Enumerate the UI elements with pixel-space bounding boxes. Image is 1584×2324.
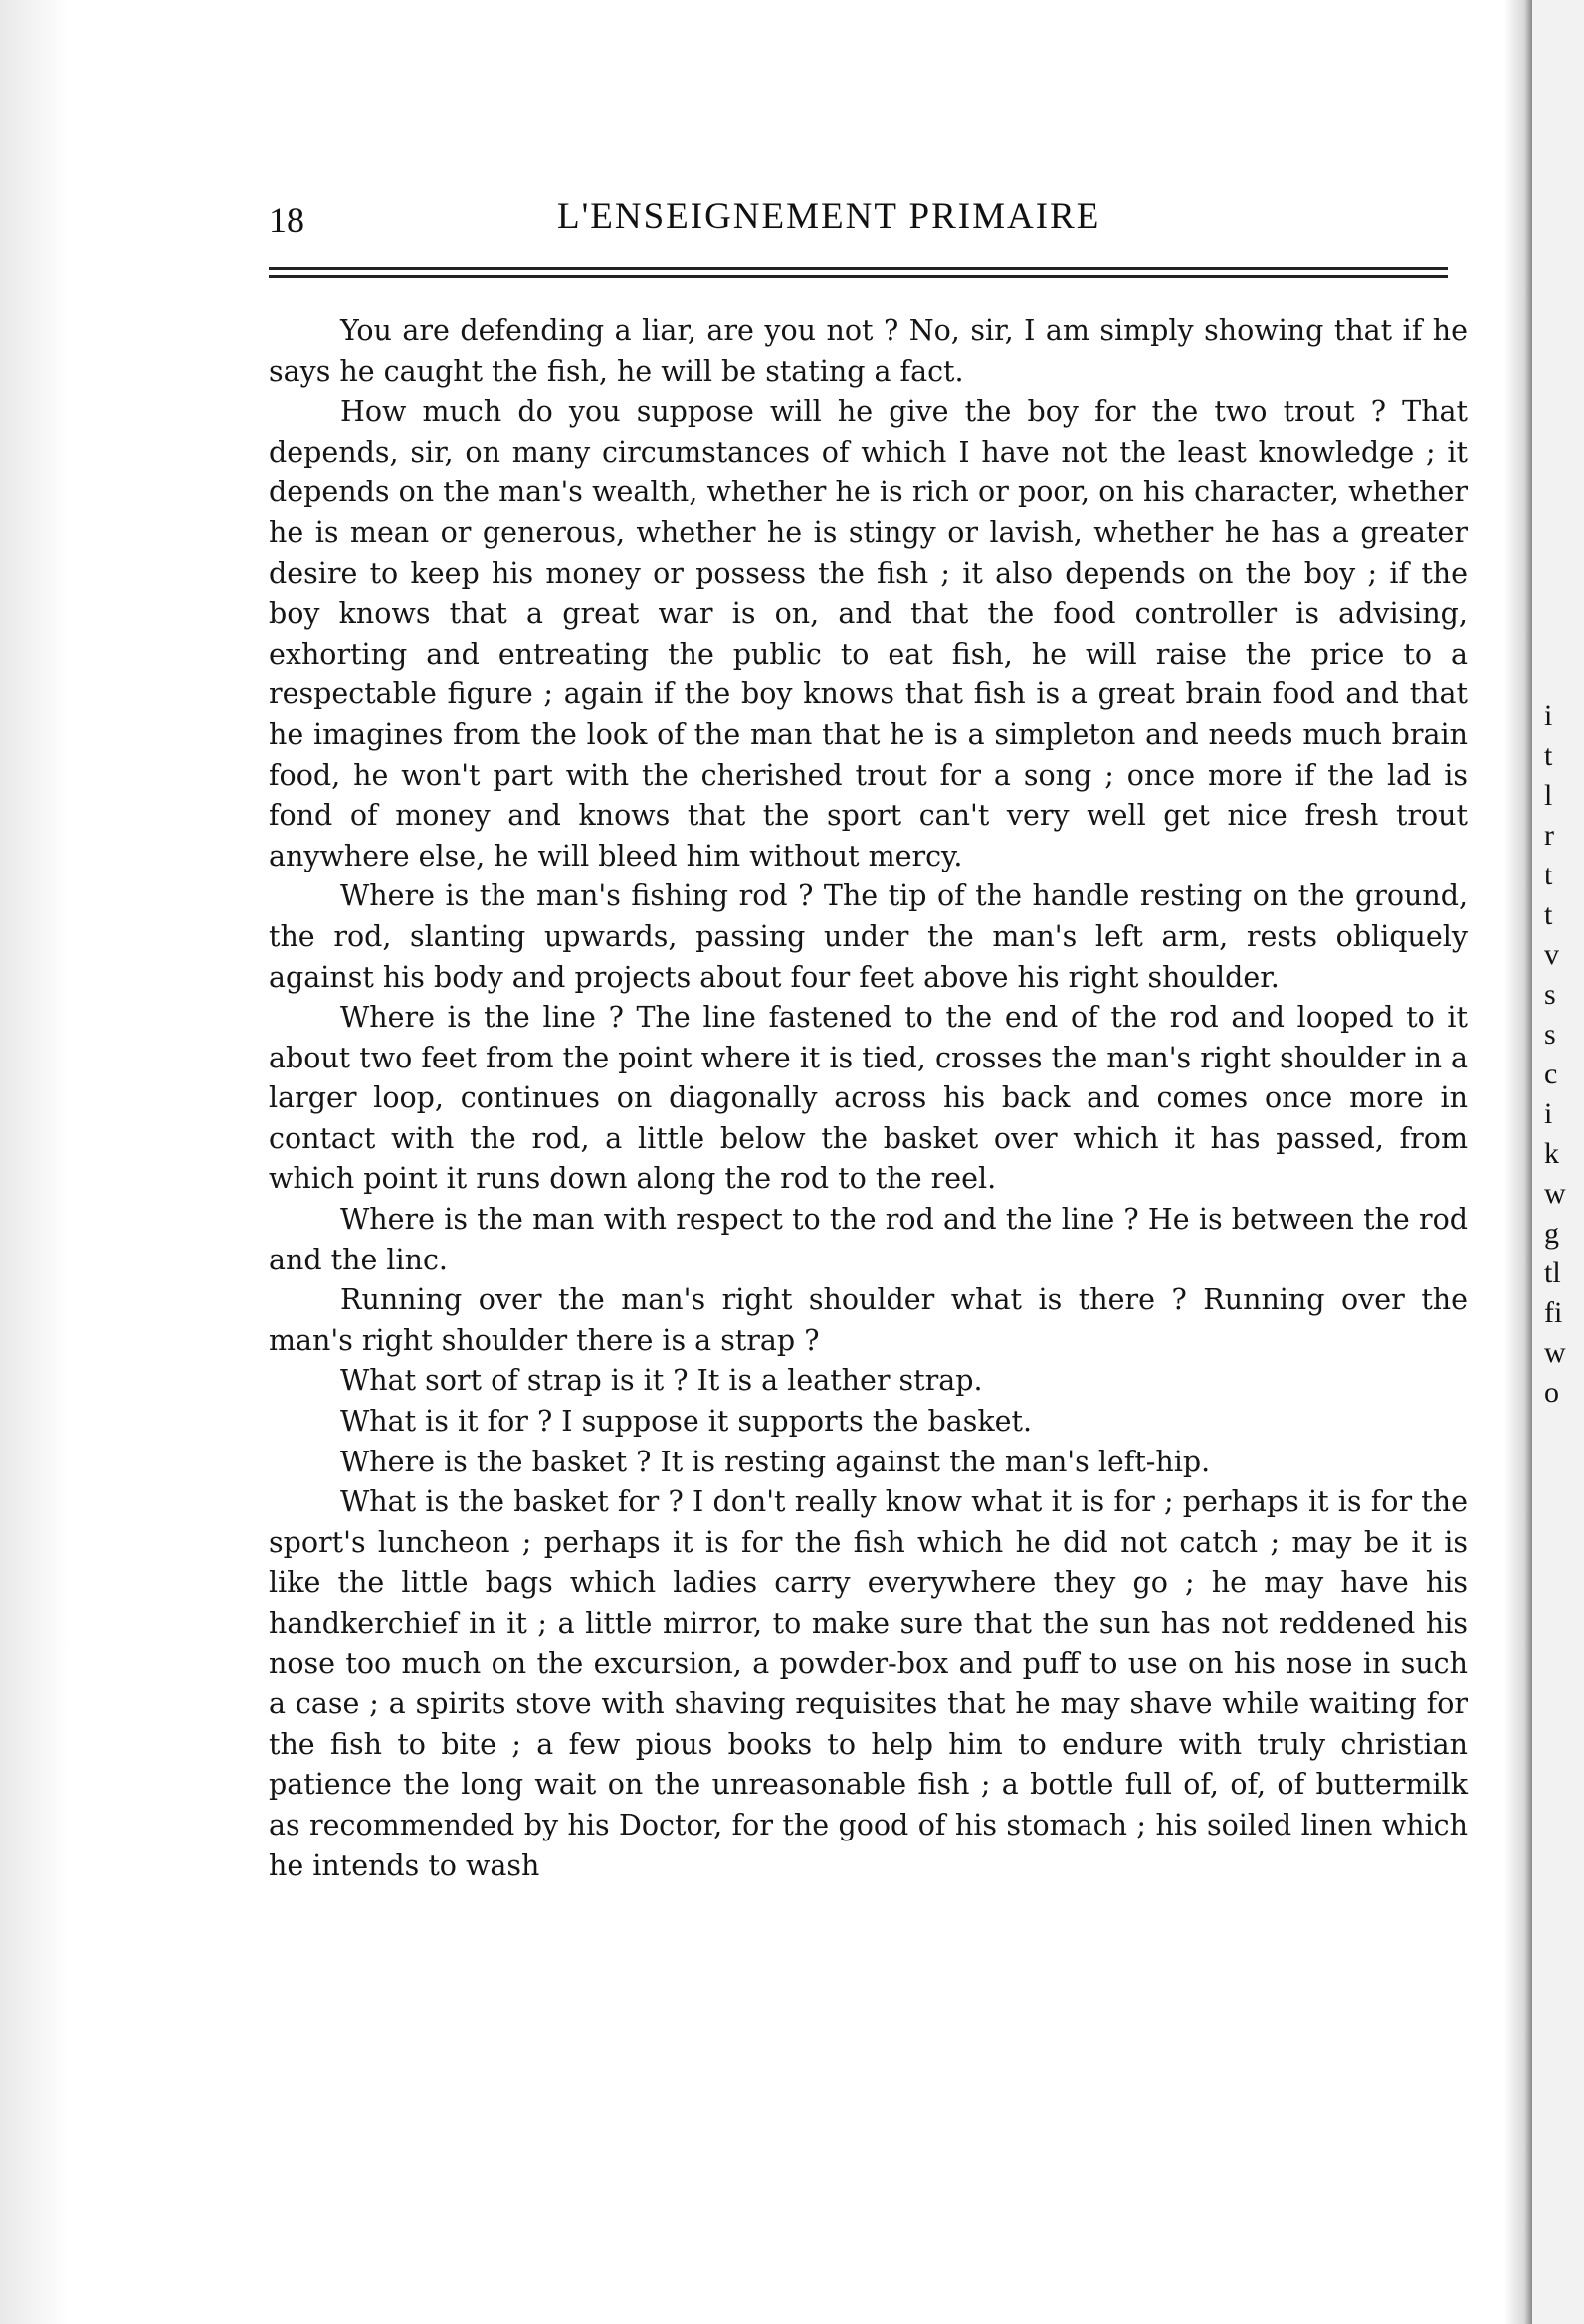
paragraph: Running over the man's right shoulder what is there ? Running over the man's right shoulder there is a strap ? [269, 1283, 1468, 1357]
next-page-fragment: i t l r t t v s s c i k w g tl fi w o [1544, 699, 1566, 1409]
paragraph: What sort of strap is it ? It is a leather strap. [340, 1364, 983, 1398]
paragraph: You are defending a liar, are you not ? No, sir, I am simply showing that if he says he caught the fish, he will be stating a fact. [269, 314, 1468, 388]
page-left-margin [0, 0, 70, 2324]
paragraph: Where is the man's fishing rod ? The tip of the handle resting on the ground, the rod, slanting upwards, passing under the man's left arm, rests obliquely against his body and projects about four feet above his right shoulder. [269, 879, 1468, 994]
header-double-rule [269, 267, 1448, 278]
paragraph: What is the basket for ? I don't really know what it is for ; perhaps it is for the sport's luncheon ; perhaps it is for the fish which he did not catch ; may be it is like the little bags which ladies carry everywhere they go ; he may have his handkerchief in it ; a little mirror, to make sure that the sun has not reddened his nose too much on the excursion, a powder-box and puff to use on his nose in such a case ; a spirits stove with shaving requisites that he may shave while waiting for the fish to bite ; a few pious books to help him to endure with truly christian patience the long wait on the unreasonable fish ; a bottle full of, of, of buttermilk as recommended by his Doctor, for the good of his stomach ; his soiled linen which he intends to wash [269, 1485, 1468, 1882]
journal-title: L'ENSEIGNEMENT PRIMAIRE [557, 196, 1101, 237]
paragraph: Where is the man with respect to the rod and the line ? He is between the rod and the linc. [269, 1203, 1468, 1276]
paragraph: What is it for ? I suppose it supports the basket. [340, 1405, 1033, 1439]
running-head [269, 179, 1473, 249]
page-number: 18 [269, 200, 304, 240]
paragraph: Where is the basket ? It is resting against the man's left-hip. [340, 1445, 1211, 1478]
paragraph: How much do you suppose will he give the boy for the two trout ? That depends, sir, on many circumstances of which I have not the least knowledge ; it depends on the man's wealth, whether he is rich or poor, on his character, whether he is mean or generous, whether he is stingy or lavish, whether he has a greater desire to keep his money or possess the fish ; it also depends on the boy ; if the boy knows that a great war is on, and that the food controller is advising, exhorting and entreating the public to eat fish, he will raise the price to a respectable figure ; again if the boy knows that fish is a great brain food and that he imagines from the look of the man that he is a simpleton and needs much brain food, he won't part with the cherished trout for a song ; once more if the lad is fond of money and knows that the sport can't very well get nice fresh trout anywhere else, he will bleed him without mercy. [269, 395, 1468, 872]
page-content [269, 179, 1473, 2288]
paragraph: Where is the line ? The line fastened to the end of the rod and looped to it about two feet from the point where it is tied, crosses the man's right shoulder in a larger loop, continues on diagonally across his back and comes once more in contact with the rod, a little below the basket over which it has passed, from which point it runs down along the rod to the reel. [269, 1001, 1468, 1196]
body-text [269, 311, 1468, 1886]
